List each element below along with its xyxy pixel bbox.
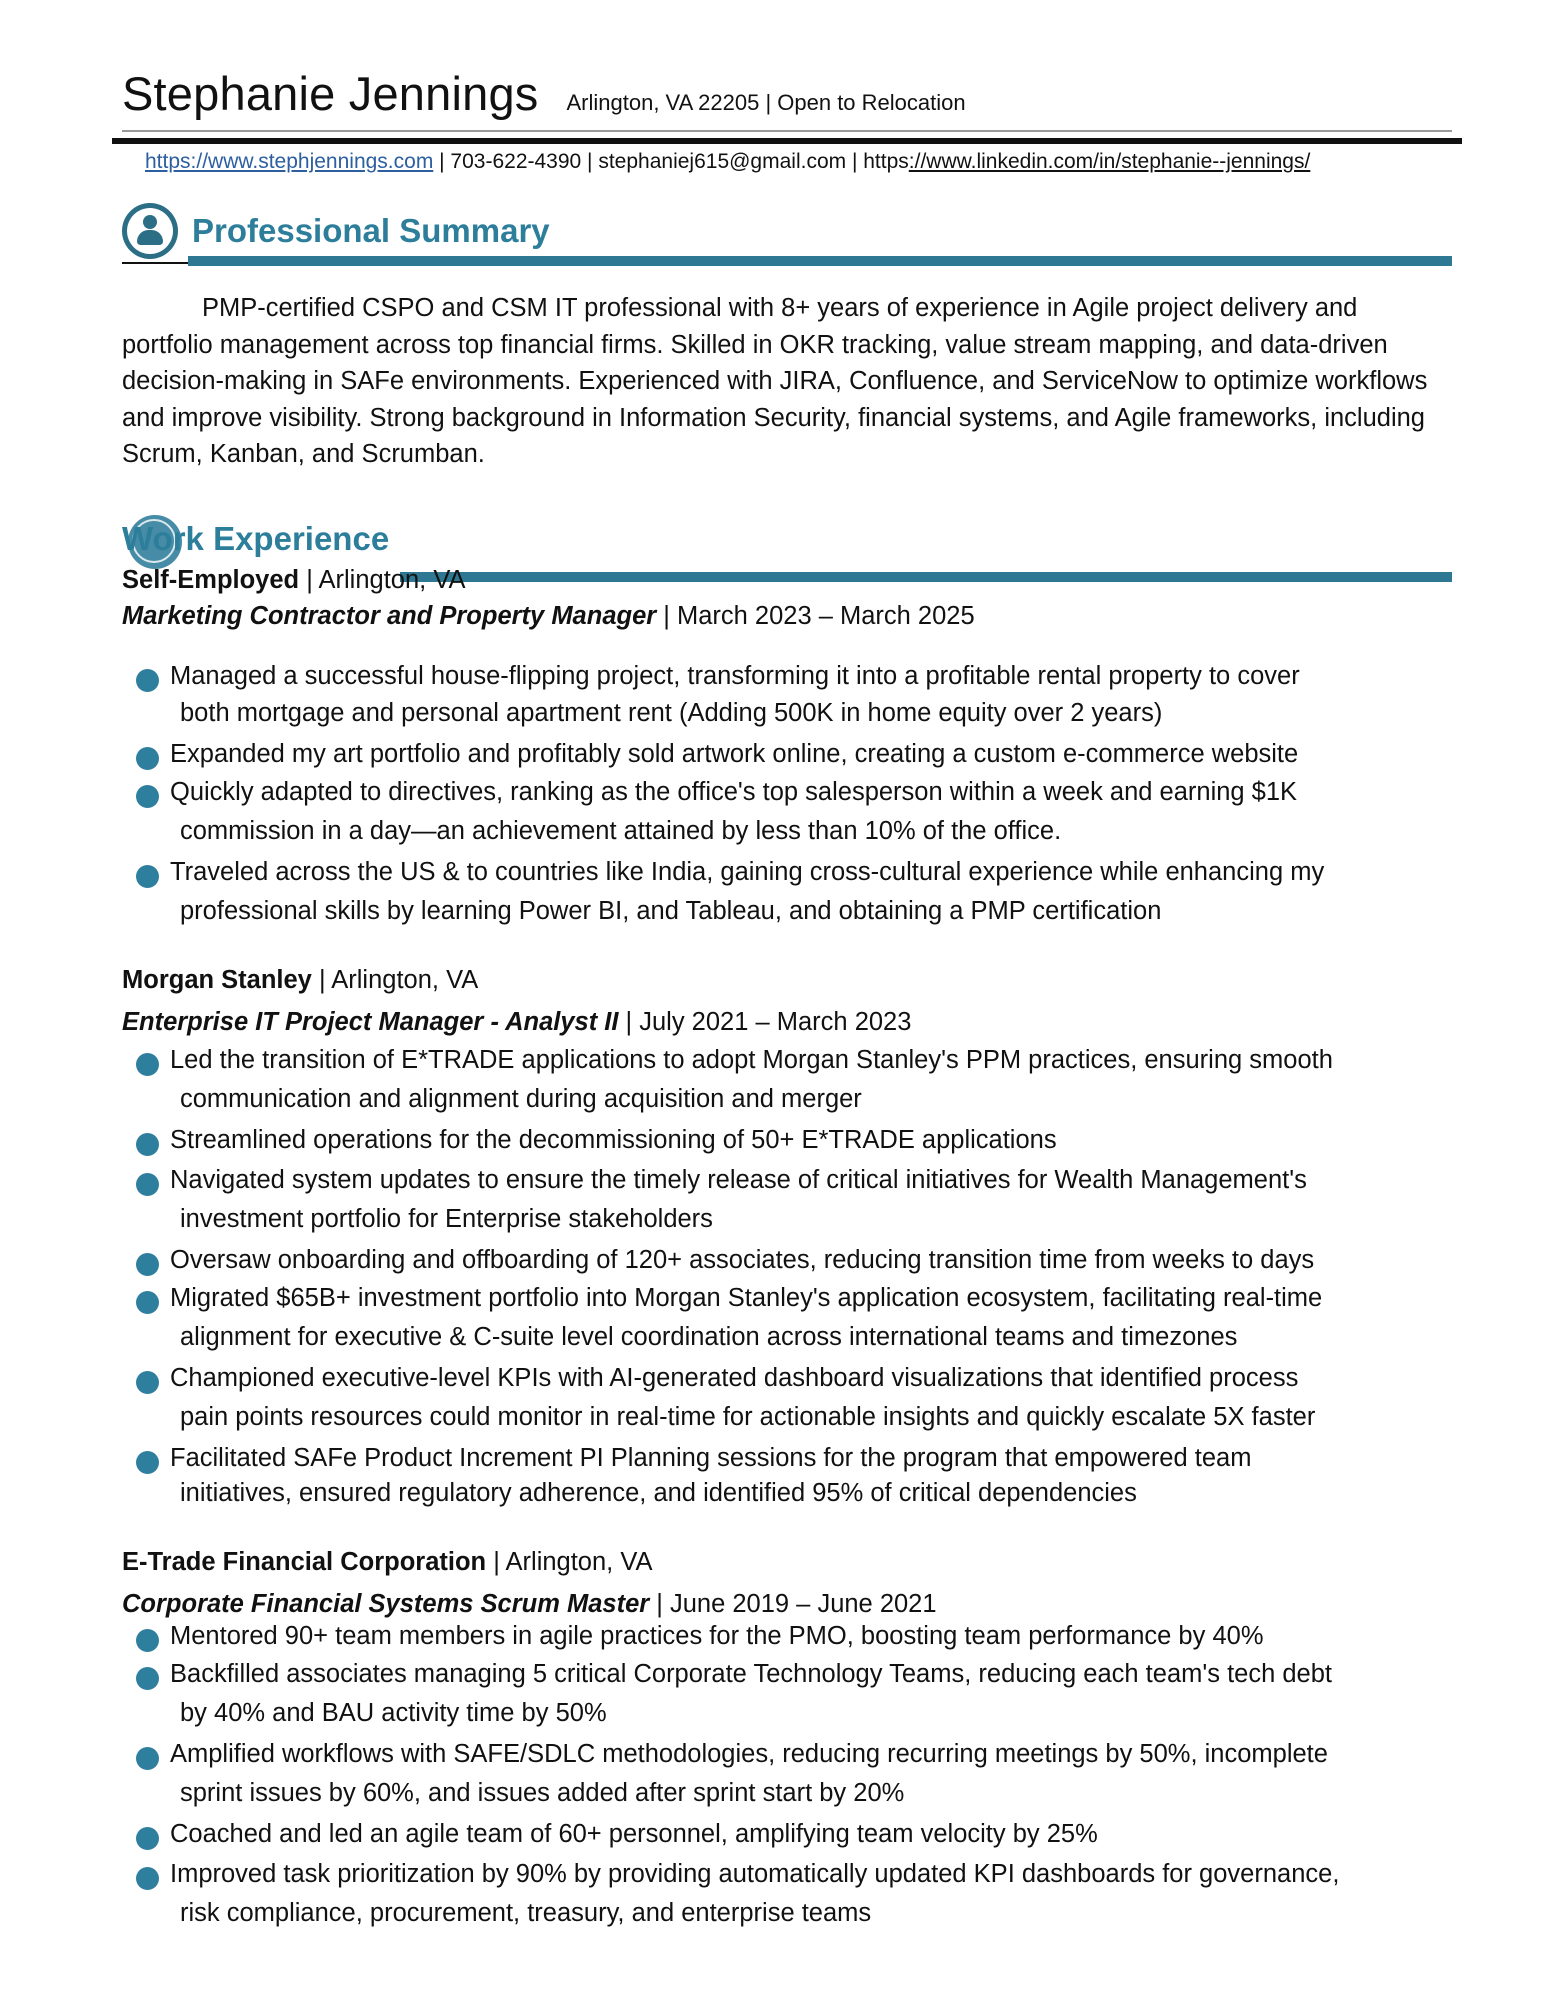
list-item: Facilitated SAFe Product Increment PI Planning sessions for the program that empowered team initiatives, ensured regulatory adherence, and identified 95% of critical dependencies (122, 1444, 1452, 1522)
experience-heading (122, 520, 389, 558)
person-icon (122, 203, 178, 259)
website-link[interactable]: https://www.stephjennings.com (145, 150, 434, 173)
summary-underline-dark (122, 262, 192, 264)
list-item: Backfilled associates managing 5 critical Corporate Technology Teams, reducing each team's tech debt by 40% and BAU activity time by 50% (122, 1660, 1452, 1740)
candidate-name: Stephanie Jennings (122, 67, 539, 120)
job-bullets (122, 1046, 1452, 1522)
job-dates: | June 2019 – June 2021 (649, 1590, 937, 1618)
job-self-employed (122, 566, 1452, 938)
list-item: Traveled across the US & to countries like India, gaining cross-cultural experience while enhancing my professional skills by learning Power BI, and Tableau, and obtaining a PMP certification (122, 858, 1452, 938)
bullet-dot-icon (136, 669, 159, 692)
bullet-dot-icon (136, 1371, 159, 1394)
bullet-dot-icon (136, 1253, 159, 1276)
list-item: Led the transition of E*TRADE applications to adopt Morgan Stanley's PPM practices, ensuring smooth communication and alignment during acquisition and merger (122, 1046, 1452, 1126)
bullet-dot-icon (136, 1451, 159, 1474)
experience-title: Work Experience (122, 520, 390, 557)
job-etrade (122, 1548, 1452, 1940)
job-company: Morgan Stanley (122, 966, 312, 994)
list-item: Migrated $65B+ investment portfolio into Morgan Stanley's application ecosystem, facilitating real-time alignment for executive & C-suite level coordination across international teams and timezones (122, 1284, 1452, 1364)
summary-text: PMP-certified CSPO and CSM IT professional with 8+ years of experience in Agile project delivery and portfolio management across top financial firms. Skilled in OKR tracking, value stream mapping, and data-driven decision-making in SAFe environments. Experienced with JIRA, Confluence, and ServiceNow to optimize workflows and improve visibility. Strong background in Information Security, financial systems, and Agile frameworks, including Scrum, Kanban, and Scrumban. (122, 294, 1428, 468)
job-company: Self-Employed (122, 566, 300, 594)
list-item: Coached and led an agile team of 60+ personnel, amplifying team velocity by 25% (122, 1820, 1452, 1860)
bullet-dot-icon (136, 1133, 159, 1156)
job-title-line (122, 1590, 1452, 1622)
list-item: Streamlined operations for the decommissioning of 50+ E*TRADE applications (122, 1126, 1452, 1166)
bullet-dot-icon (136, 1291, 159, 1314)
bullet-dot-icon (136, 1867, 159, 1890)
summary-body (122, 290, 1432, 473)
job-company-line (122, 966, 1452, 1008)
list-item: Expanded my art portfolio and profitably sold artwork online, creating a custom e-commerce website (122, 740, 1452, 778)
bullet-dot-icon (136, 785, 159, 808)
bullet-dot-icon (136, 1747, 159, 1770)
job-location: | Arlington, VA (486, 1548, 653, 1576)
candidate-location: Arlington, VA 22205 | Open to Relocation (566, 90, 966, 115)
job-location: | Arlington, VA (311, 966, 479, 994)
contact-details: | 703-622-4390 | stephaniej615@gmail.com | (433, 150, 864, 173)
job-location: | Arlington, VA (299, 566, 466, 594)
summary-title: Professional Summary (192, 212, 550, 249)
linkedin-link[interactable]: ://www.linkedin.com/in/stephanie--jennings/ (908, 150, 1311, 173)
list-item: Navigated system updates to ensure the timely release of critical initiatives for Wealth Management's investment portfolio for Enterprise stakeholders (122, 1166, 1452, 1246)
job-title: Corporate Financial Systems Scrum Master (122, 1590, 650, 1618)
list-item: Oversaw onboarding and offboarding of 120+ associates, reducing transition time from weeks to days (122, 1246, 1452, 1284)
job-morgan-stanley (122, 966, 1452, 1522)
job-title-line (122, 602, 1452, 662)
list-item: Managed a successful house-flipping project, transforming it into a profitable rental property to cover both mortgage and personal apartment rent (Adding 500K in home equity over 2 years) (122, 662, 1452, 740)
bullet-dot-icon (136, 1667, 159, 1690)
list-item: Improved task prioritization by 90% by providing automatically updated KPI dashboards for governance, risk compliance, procurement, treasury, and enterprise teams (122, 1860, 1452, 1940)
job-dates: | March 2023 – March 2025 (656, 602, 975, 630)
list-item: Amplified workflows with SAFE/SDLC methodologies, reducing recurring meetings by 50%, incomplete sprint issues by 60%, and issues added after sprint start by 20% (122, 1740, 1452, 1820)
list-item: Quickly adapted to directives, ranking as the office's top salesperson within a week and earning $1K commission in a day—an achievement attained by less than 10% of the office. (122, 778, 1452, 858)
job-company-line (122, 566, 1452, 602)
job-bullets (122, 662, 1452, 938)
bullet-dot-icon (136, 1827, 159, 1850)
job-company-line (122, 1548, 1452, 1590)
summary-heading (122, 203, 550, 259)
job-bullets (122, 1622, 1452, 1940)
bullet-dot-icon (136, 747, 159, 770)
job-title-line (122, 1008, 1452, 1046)
bullet-dot-icon (136, 1053, 159, 1076)
linkedin-prefix[interactable]: https (863, 150, 909, 173)
bullet-dot-icon (136, 865, 159, 888)
contact-line (145, 150, 1310, 174)
job-dates: | July 2021 – March 2023 (618, 1008, 912, 1036)
bullet-dot-icon (136, 1629, 159, 1652)
job-title: Marketing Contractor and Property Manager (122, 602, 657, 630)
bullet-dot-icon (136, 1173, 159, 1196)
header-rule-thick (112, 138, 1462, 144)
header-rule-thin (122, 130, 1452, 132)
summary-underline-bar (188, 256, 1452, 266)
job-title: Enterprise IT Project Manager - Analyst II (122, 1008, 619, 1036)
list-item: Championed executive-level KPIs with AI-generated dashboard visualizations that identified process pain points resources could monitor in real-time for actionable insights and quickly escalate 5X faster (122, 1364, 1452, 1444)
resume-header (122, 66, 966, 121)
job-company: E-Trade Financial Corporation (122, 1548, 487, 1576)
list-item: Mentored 90+ team members in agile practices for the PMO, boosting team performance by 40% (122, 1622, 1452, 1660)
